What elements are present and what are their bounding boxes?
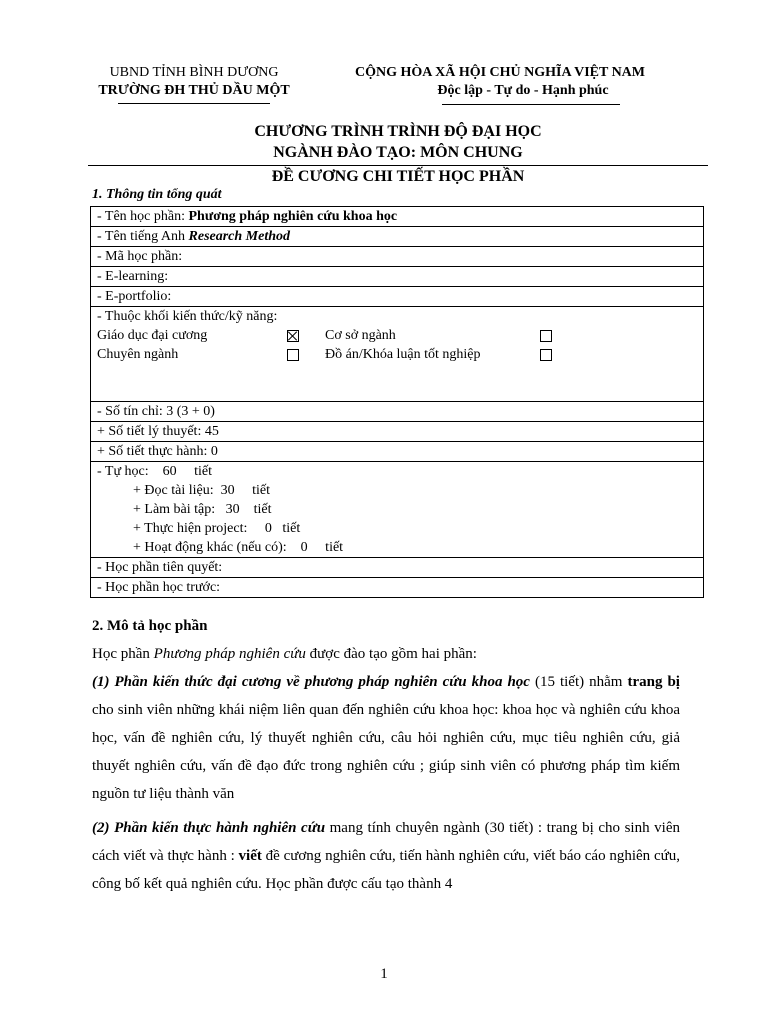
checkbox-general-education-icon[interactable] [287, 330, 299, 342]
part2-text-c: đề cương nghiên cứu, tiến hành nghiên cứu, viết báo cáo nghiên cứu, công bố kết quả nghiên cứu. Học phần được cấu tạo thành 4 [92, 848, 680, 892]
table-row [91, 267, 704, 287]
self-study-block [97, 462, 697, 557]
table-row [91, 442, 704, 462]
table-row [91, 578, 704, 598]
page-number: 1 [380, 966, 388, 982]
english-name-value: Research Method [188, 229, 291, 244]
part1-text-a: (15 tiết) nhằm [529, 674, 628, 690]
eportfolio: - E-portfolio: [91, 287, 704, 307]
intro-course-name: Phương pháp nghiên cứu [153, 646, 306, 662]
province-name: UBND TỈNH BÌNH DƯƠNG [109, 65, 279, 80]
part1-emphasis: trang bị [627, 674, 680, 690]
course-info-table [90, 206, 704, 598]
table-row [91, 462, 704, 558]
table-row [91, 247, 704, 267]
checkbox-thesis-icon[interactable] [540, 349, 552, 361]
description-part1 [92, 668, 680, 808]
table-row [91, 422, 704, 442]
option-thesis: Đồ án/Khóa luận tốt nghiệp [325, 347, 481, 362]
option-specialization: Chuyên ngành [97, 347, 179, 362]
checkbox-specialization-icon[interactable] [287, 349, 299, 361]
self-study-project: + Thực hiện project: 0 tiết [133, 521, 301, 536]
table-row [91, 227, 704, 247]
section1-heading: 1. Thông tin tổng quát [92, 187, 222, 202]
practice-hours: + Số tiết thực hành: 0 [91, 442, 704, 462]
major-title: NGÀNH ĐÀO TẠO: MÔN CHUNG [273, 144, 523, 161]
self-study-other: + Hoạt động khác (nếu có): 0 tiết [133, 540, 344, 555]
table-row [91, 287, 704, 307]
country-name: CỘNG HÒA XÃ HỘI CHỦ NGHĨA VIỆT NAM [354, 65, 645, 80]
self-study-total: - Tự học: 60 tiết [97, 464, 213, 479]
program-title: CHƯƠNG TRÌNH TRÌNH ĐỘ ĐẠI HỌC [254, 123, 542, 140]
syllabus-title: ĐỀ CƯƠNG CHI TIẾT HỌC PHẦN [271, 168, 525, 185]
motto: Độc lập - Tự do - Hạnh phúc [437, 83, 609, 98]
part2-title: (2) Phần kiến thực hành nghiên cứu [92, 820, 326, 836]
course-description-intro [92, 640, 680, 668]
english-name-label: - Tên tiếng Anh [97, 229, 189, 244]
self-study-reading: + Đọc tài liệu: 30 tiết [133, 483, 270, 498]
self-study-exercises: + Làm bài tập: 30 tiết [133, 502, 272, 517]
intro-text: Học phần [92, 646, 154, 662]
option-general-education: Giáo dục đại cương [97, 328, 208, 343]
intro-text-end: được đào tạo gồm hai phần: [305, 646, 477, 662]
course-name-label: - Tên học phần: [97, 209, 189, 224]
university-name: TRƯỜNG ĐH THỦ DẦU MỘT [98, 83, 290, 98]
header-right [330, 64, 670, 100]
section2-heading: 2. Mô tả học phần [92, 618, 208, 634]
elearning: - E-learning: [91, 267, 704, 287]
table-row [91, 307, 704, 402]
header-right-rule [442, 104, 620, 105]
theory-hours: + Số tiết lý thuyết: 45 [91, 422, 704, 442]
knowledge-block [97, 307, 697, 399]
header-left [88, 64, 300, 100]
part1-text-c: cho sinh viên những khái niệm liên quan đến nghiên cứu khoa học: khoa học và nghiên cứu khoa học, vấn đề nghiên cứu, lý thuyết nghiên cứu, câu hỏi nghiên cứu, mục tiêu nghiên cứu, giả thuyết nghiên cứu, vấn đề đạo đức trong nghiên cứu ; giúp sinh viên có phương pháp tìm kiếm nguồn tư liệu thành văn [92, 702, 680, 802]
course-code: - Mã học phần: [91, 247, 704, 267]
header-left-rule [118, 103, 270, 104]
table-row [91, 402, 704, 422]
table-row [91, 207, 704, 227]
description-part2 [92, 814, 680, 898]
table-row [91, 558, 704, 578]
prerequisite: - Học phần tiên quyết: [91, 558, 704, 578]
document-titles [88, 121, 708, 187]
prior-course: - Học phần học trước: [91, 578, 704, 598]
checkbox-foundation-major-icon[interactable] [540, 330, 552, 342]
part2-text-a: mang tính chuyên ngành (30 tiết) : trang bị cho sinh viên cách viết và thực hành : [92, 820, 680, 864]
option-foundation-major: Cơ sở ngành [325, 328, 396, 343]
part1-title: (1) Phần kiến thức đại cương về phương pháp nghiên cứu khoa học [92, 674, 530, 690]
credits: - Số tín chỉ: 3 (3 + 0) [91, 402, 704, 422]
part2-emphasis: viết [238, 848, 262, 864]
knowledge-block-label: - Thuộc khối kiến thức/kỹ năng: [97, 309, 278, 324]
course-name-value: Phương pháp nghiên cứu khoa học [188, 209, 398, 224]
